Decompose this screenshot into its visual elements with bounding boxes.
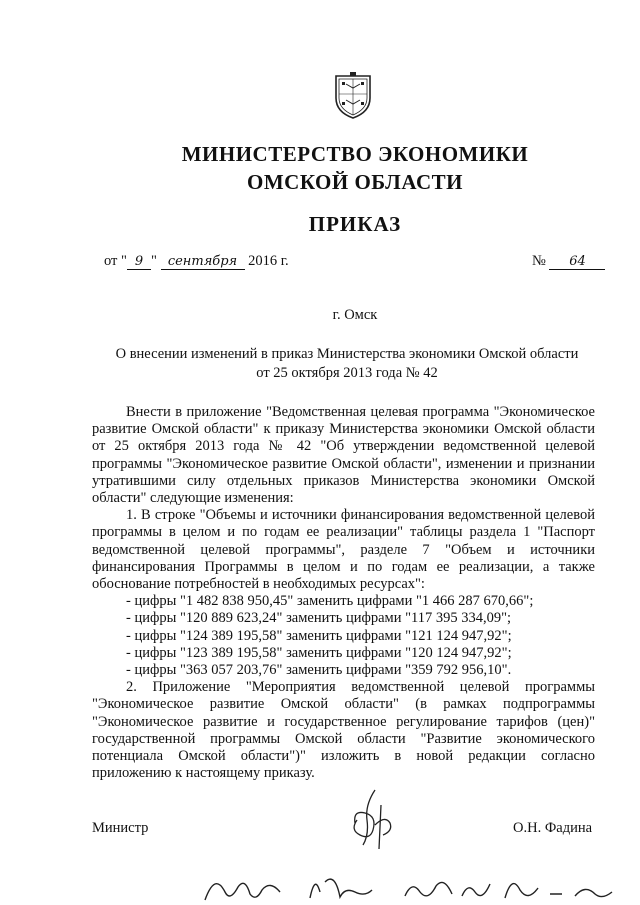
document-type: ПРИКАЗ bbox=[308, 212, 402, 236]
subject-line1: О внесении изменений в приказ Министерства экономики Омской области bbox=[115, 346, 579, 362]
order-body bbox=[92, 404, 595, 782]
order-number bbox=[532, 253, 605, 270]
point-1: 1. В строке "Объемы и источники финансирования ведомственной целевой программы в целом и по годам ее реализации" таблицы раздела 1 "Паспорт ведомственной целевой программы", разделе 7 "Объем и источники финансирования Программы в целом и по годам ее реализации, а также обоснование потребностей в необходимых ресурсах": bbox=[92, 507, 595, 593]
point-2: 2. Приложение "Мероприятия ведомственной целевой программы "Экономическое развитие Омской области" (в рамках подпрограммы "Экономическое развитие и государственное регулирование тарифов (цен)" государственной программы Омской области "Развитие экономического потенциала Омской области")" изложить в новой редакции согласно приложению к настоящему приказу. bbox=[92, 679, 595, 782]
replacement-item: - цифры "120 889 623,24" заменить цифрами "117 395 334,09"; bbox=[126, 610, 512, 627]
number-value: 64 bbox=[549, 254, 605, 270]
signer-title: Министр bbox=[92, 820, 149, 836]
handwritten-notes bbox=[200, 862, 620, 905]
replacement-item: - цифры "124 389 195,58" заменить цифрами "121 124 947,92"; bbox=[126, 627, 512, 644]
date-year: 2016 г. bbox=[248, 253, 289, 269]
replacement-item: - цифры "363 057 203,76" заменить цифрами "359 792 956,10". bbox=[126, 662, 512, 679]
date-month: сентября bbox=[161, 254, 245, 270]
order-date: от " 9 " сентября 2016 г. bbox=[104, 253, 289, 269]
intro-paragraph: Внести в приложение "Ведомственная целевая программа "Экономическое развитие Омской области" к приказу Министерства экономики Омской области от 25 октября 2013 года № 42 "Об утверждении ведомственной целевой программы "Экономическое развитие Омской области", изменении и признании утратившими силу отдельных приказов Министерства экономики Омской области" следующие изменения: bbox=[92, 404, 595, 507]
date-prefix: от bbox=[104, 253, 118, 269]
coat-of-arms-icon bbox=[333, 72, 373, 120]
signer-name: О.Н. Фадина bbox=[513, 820, 593, 836]
subject-line2: от 25 октября 2013 года № 42 bbox=[256, 364, 438, 381]
order-subject bbox=[104, 345, 590, 382]
ministry-name bbox=[0, 140, 640, 196]
replacement-item: - цифры "1 482 838 950,45" заменить цифрами "1 466 287 670,66"; bbox=[126, 593, 534, 610]
ministry-name-line2: ОМСКОЙ ОБЛАСТИ bbox=[247, 170, 463, 194]
ministry-name-line1: МИНИСТЕРСТВО ЭКОНОМИКИ bbox=[181, 142, 529, 166]
replacement-item: - цифры "123 389 195,58" заменить цифрами "120 124 947,92"; bbox=[126, 644, 512, 661]
number-label: № bbox=[532, 253, 546, 269]
handwritten-signature bbox=[335, 785, 405, 855]
date-day: 9 bbox=[127, 254, 151, 270]
city: г. Омск bbox=[332, 307, 378, 323]
